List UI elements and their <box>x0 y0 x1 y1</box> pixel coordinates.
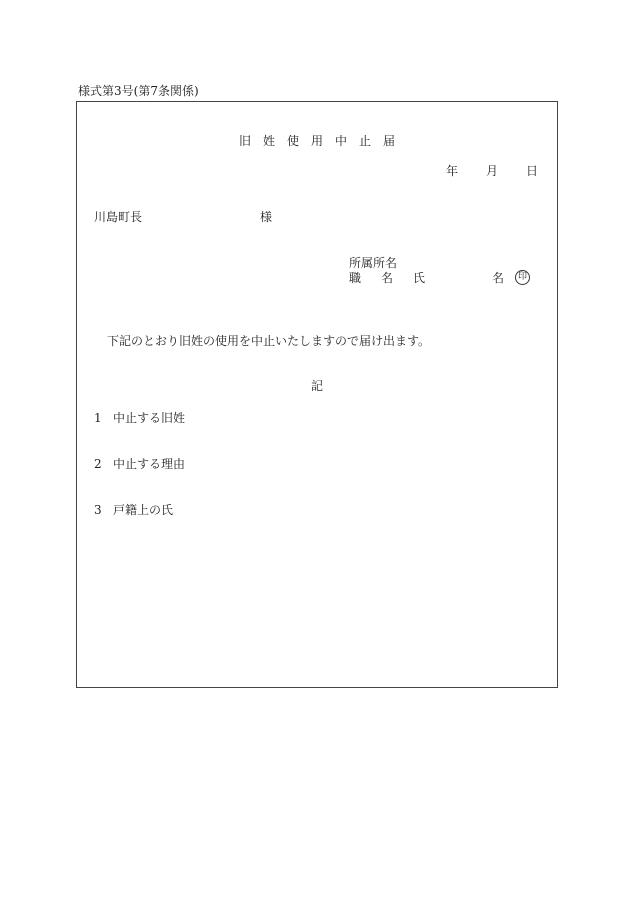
item-label: 中止する旧姓 <box>113 411 186 425</box>
list-item <box>94 503 173 517</box>
month-label: 月 <box>486 164 499 178</box>
item-number: 2 <box>94 457 102 471</box>
item-label: 戸籍上の氏 <box>113 503 174 517</box>
ki-heading: 記 <box>310 379 323 393</box>
form-number-label: 様式第3号(第7条関係) <box>78 84 199 98</box>
day-label: 日 <box>526 164 539 178</box>
list-item <box>94 457 185 471</box>
addressee: 川島町長 <box>94 210 143 224</box>
date-line <box>446 164 538 178</box>
list-item <box>94 411 185 425</box>
statement-text: 下記のとおり旧姓の使用を中止いたしますので届け出ます。 <box>107 334 431 348</box>
item-label: 中止する理由 <box>113 457 186 471</box>
item-number: 3 <box>94 503 102 517</box>
position-name-label: 職 名 氏 <box>349 271 430 285</box>
item-number: 1 <box>94 411 102 425</box>
form-frame <box>76 101 558 688</box>
year-label: 年 <box>446 164 459 178</box>
honorific: 様 <box>260 210 273 224</box>
seal-mark-icon: 印 <box>515 270 530 285</box>
form-title: 旧姓使用中止届 <box>238 134 407 148</box>
name-label: 名 <box>492 271 505 285</box>
affiliation-label: 所属所名 <box>349 256 398 270</box>
